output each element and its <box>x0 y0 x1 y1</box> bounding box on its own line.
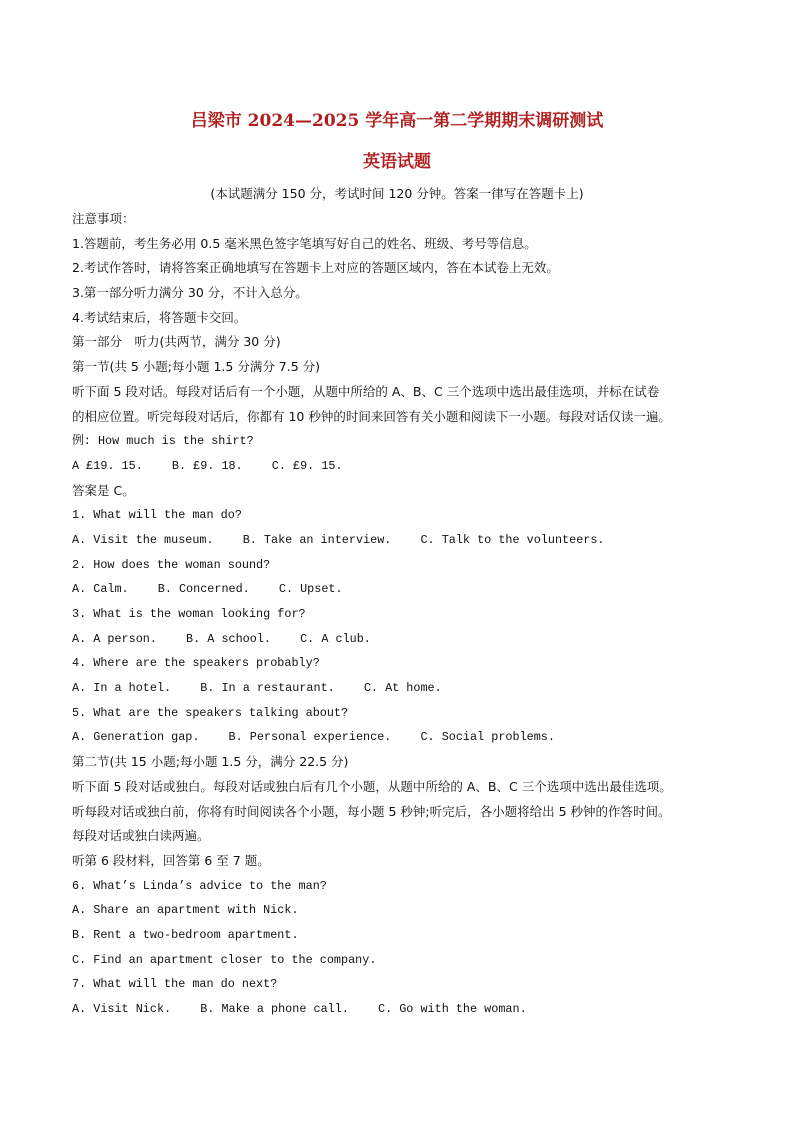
section1-instruction: 听下面 5 段对话。每段对话后有一个小题，从题中所给的 A、B、C 三个选项中选出最佳选项，并标在试卷 <box>72 383 660 399</box>
example-question: 例: How much is the shirt? <box>72 434 254 449</box>
option: A. Share an apartment with Nick. <box>72 903 299 918</box>
question: 2. How does the woman sound? <box>72 557 271 572</box>
section1-instruction: 的相应位置。听完每段对话后，你都有 10 秒钟的时间来回答有关小题和阅读下一小题。每段对话仅读一遍。 <box>72 408 671 424</box>
exam-note: (本试题满分 150 分，考试时间 120 分钟。答案一律写在答题卡上) <box>210 186 584 201</box>
section2-instruction: 听下面 5 段对话或独白。每段对话或独白后有几个小题，从题中所给的 A、B、C 三个选项中选出最佳选项。 <box>72 778 672 794</box>
option: C. Find an apartment closer to the company. <box>72 952 377 967</box>
question: 6. What’s Linda’s advice to the man? <box>72 878 327 893</box>
exam-subtitle: 英语试题 <box>363 152 431 172</box>
question: 4. Where are the speakers probably? <box>72 656 320 671</box>
option: A. Calm. <box>72 582 129 597</box>
part1-heading: 第一部分 听力(共两节，满分 30 分) <box>72 334 281 350</box>
notice-item: 1.答题前，考生务必用 0.5 毫米黑色签字笔填写好自己的姓名、班级、考号等信息。 <box>72 235 537 251</box>
option: C. At home. <box>363 681 442 696</box>
option: C. Upset. <box>278 582 343 597</box>
question-options <box>72 997 732 1022</box>
option: C. Go with the woman. <box>377 1002 527 1016</box>
question-options <box>72 528 732 553</box>
section2-heading: 第二节(共 15 小题;每小题 1.5 分，满分 22.5 分) <box>72 754 349 770</box>
question: 3. What is the woman looking for? <box>72 607 306 621</box>
question-options <box>72 627 732 652</box>
exam-body <box>72 207 732 1022</box>
option: C. £9. 15. <box>271 458 343 473</box>
notice-item: 3.第一部分听力满分 30 分，不计入总分。 <box>72 285 308 301</box>
option: B. In a restaurant. <box>200 681 335 696</box>
material-label: 听第 6 段材料，回答第 6 至 7 题。 <box>72 852 270 868</box>
question-options <box>72 577 732 602</box>
option: C. A club. <box>300 631 371 646</box>
option: B. Personal experience. <box>228 730 392 745</box>
question: 7. What will the man do next? <box>72 977 278 992</box>
option: A. Generation gap. <box>72 730 200 745</box>
exam-title: 吕梁市 2024—2025 学年高一第二学期期末调研测试 <box>190 111 604 131</box>
option: B. £9. 18. <box>171 458 243 473</box>
option: A. A person. <box>72 631 157 646</box>
option: B. Make a phone call. <box>200 1002 349 1016</box>
option: B. Rent a two-bedroom apartment. <box>72 927 299 942</box>
notice-item: 2.考试作答时，请将答案正确地填写在答题卡上对应的答题区域内，答在本试卷上无效。 <box>72 260 559 276</box>
option: B. A school. <box>186 631 271 646</box>
notices-heading: 注意事项： <box>72 211 135 226</box>
question-options <box>72 676 732 701</box>
notice-item: 4.考试结束后，将答题卡交回。 <box>72 309 247 325</box>
option: C. Talk to the volunteers. <box>420 532 605 547</box>
section1-heading: 第一节(共 5 小题;每小题 1.5 分满分 7.5 分) <box>72 359 321 375</box>
example-answer: 答案是 C。 <box>72 482 135 498</box>
section2-instruction: 每段对话或独白读两遍。 <box>72 828 210 844</box>
option: A £19. 15. <box>72 458 143 473</box>
option: B. Concerned. <box>157 582 250 597</box>
section2-instruction: 听每段对话或独白前，你将有时间阅读各个小题，每小题 5 秒钟;听完后，各小题将给出 5 秒钟的作答时间。 <box>72 803 671 819</box>
example-options <box>72 454 732 479</box>
option: C. Social problems. <box>420 730 555 745</box>
question: 5. What are the speakers talking about? <box>72 705 349 720</box>
option: A. In a hotel. <box>72 681 172 696</box>
option: B. Take an interview. <box>242 532 392 547</box>
option: A. Visit the museum. <box>72 532 214 547</box>
question: 1. What will the man do? <box>72 508 242 523</box>
question-options <box>72 725 732 750</box>
option: A. Visit Nick. <box>72 1002 172 1016</box>
